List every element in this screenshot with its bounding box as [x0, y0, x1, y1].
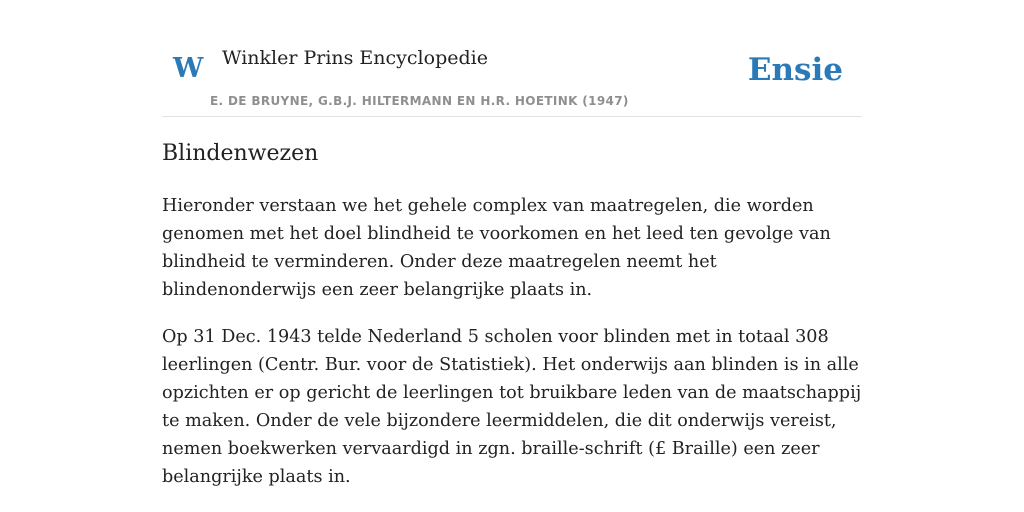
article-paragraph-1: Hieronder verstaan we het gehele complex van maatregelen, die worden genomen met het doel blindheid te voorkomen en het leed ten gevolge van blindheid te verminderen. Onder deze maatregelen neemt het blindenonderwijs een zeer belangrijke plaats in. — [162, 196, 831, 300]
article-body — [162, 192, 862, 510]
encyclopedia-title: Winkler Prins Encyclopedie — [222, 47, 488, 69]
winkler-prins-logo-icon: W — [173, 53, 204, 84]
encyclopedia-authors: E. DE BRUYNE, G.B.J. HILTERMANN EN H.R. HOETINK (1947) — [210, 94, 629, 108]
article-paragraph-2: Op 31 Dec. 1943 telde Nederland 5 scholen voor blinden met in totaal 308 leerlingen (Centr. Bur. voor de Statistiek). Het onderwijs aan blinden is in alle opzichten er op gericht de leerlingen tot bruikbare leden van de maatschappij te maken. Onder de vele bijzondere leermiddelen, die dit onderwijs vereist, nemen boekwerken vervaardigd in zgn. braille-schrift (£ Braille) een zeer belangrijke plaats in. — [162, 327, 862, 487]
article-title: Blindenwezen — [162, 141, 319, 166]
site-header — [162, 0, 862, 117]
ensie-home-link[interactable]: Ensie — [747, 52, 843, 88]
